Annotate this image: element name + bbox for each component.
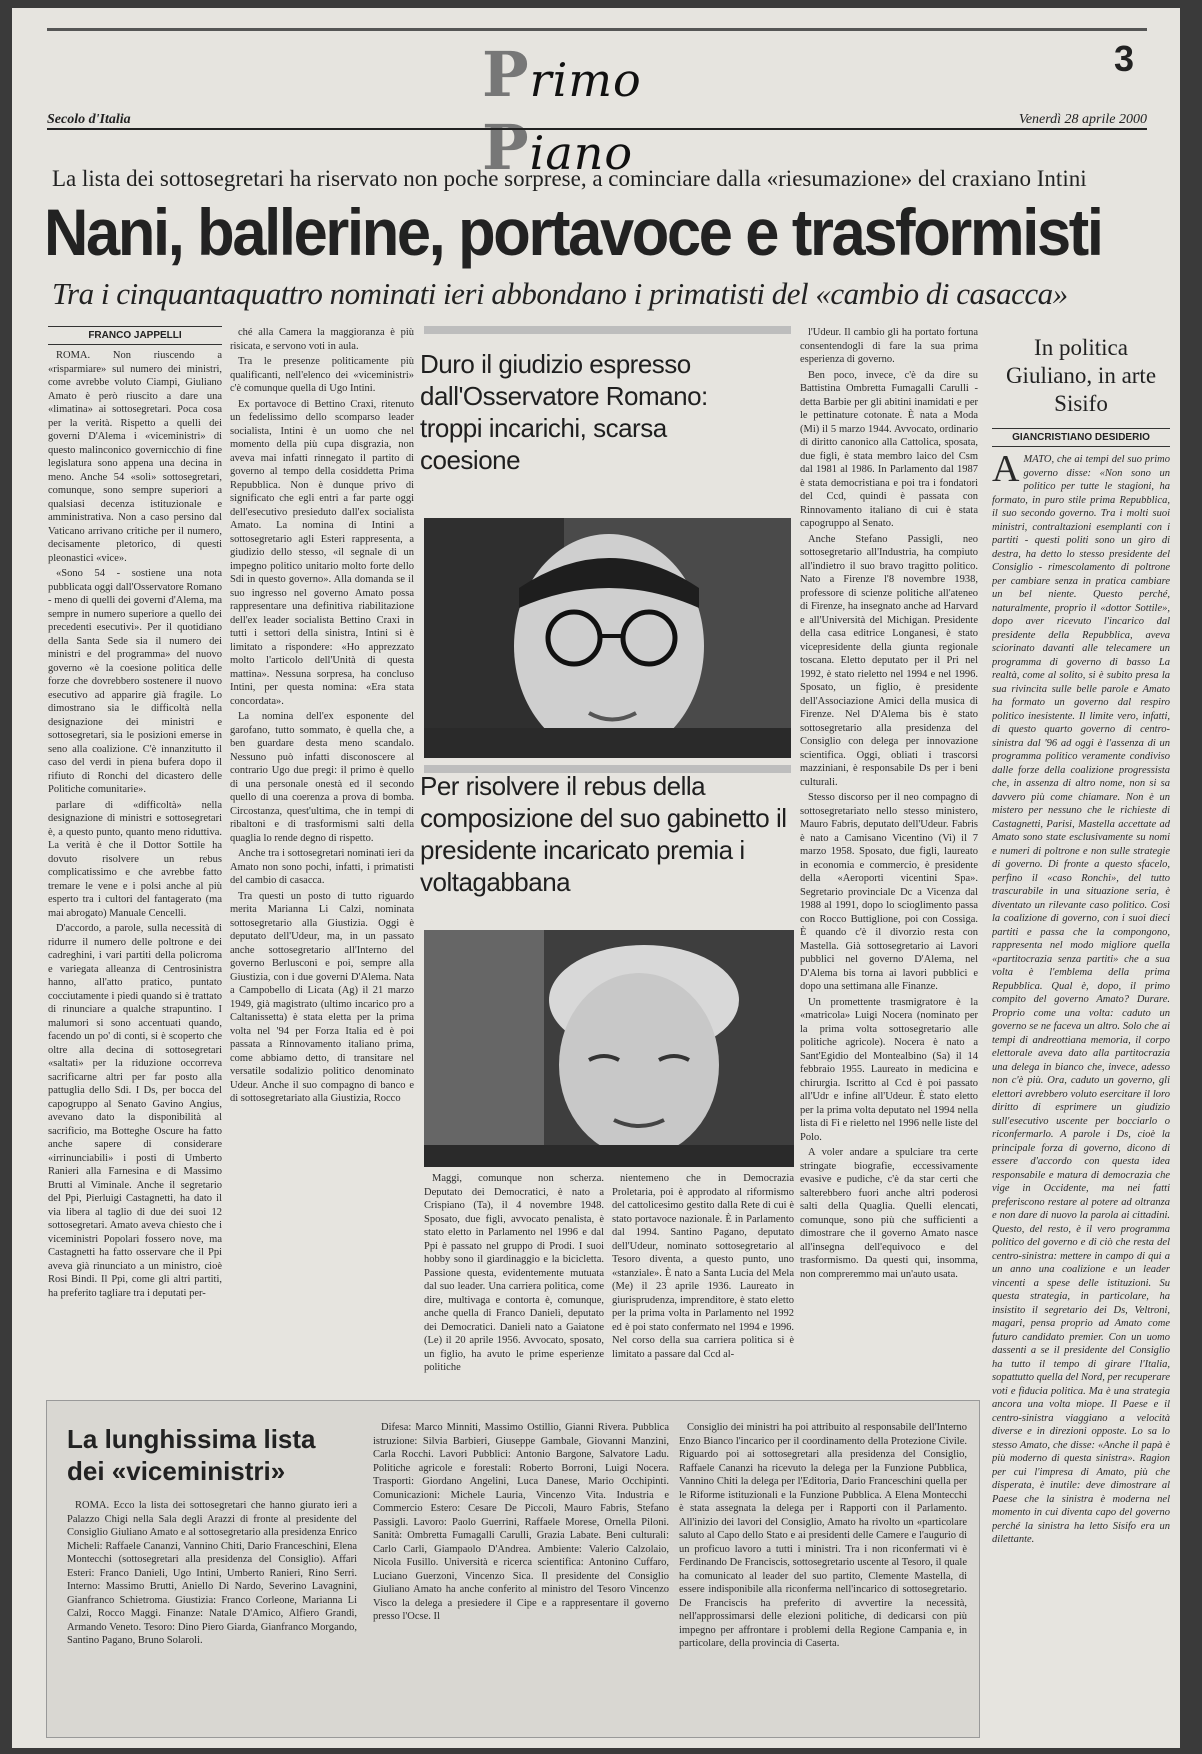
paragraph: Ex portavoce di Bettino Craxi, ritenuto un fedelissimo dello scomparso leader socialista, Intini è un uomo che nel momento della più cupa disgrazia, non aveva mai infatti rinnegato il partito di governo al tempo della cosiddetta Prima Repubblica. Non è dunque privo di significato che egli entri a far parte oggi dell'esecutivo presieduto dall'ex socialista Amato. La nomina di Intini a sottosegretario agli Esteri rappresenta, a giudizio dello stesso, «il segnale di un impegno politico unitario molto forte dello Sdi in questo governo». Alla domanda se il suo ingresso nel governo Amato possa rappresentare una definitiva riabilitazione dell'ex leader socialista Bettino Craxi in tutti i settori della sinistra, Intini si è limitato a rispondere: «Ho apprezzato molto l'articolo dell'Unità di questa mattina». Nessuna sorpresa, ha concluso Intini, per questa nomina: «Era stata concordata».	[230, 398, 414, 707]
paragraph: Anche tra i sottosegretari nominati ieri da Amato non sono pochi, infatti, i primatisti del cambio di casacca.	[230, 848, 414, 886]
headline: Nani, ballerine, portavoce e trasformisti	[44, 195, 1102, 269]
paragraph: l'Udeur. Il cambio gli ha portato fortuna consentendogli di fare la sua prima esperienza di governo.	[800, 327, 978, 365]
box-title: La lunghissima lista dei «viceministri»	[67, 1424, 316, 1486]
newspaper-name: Secolo d'Italia	[47, 112, 131, 127]
paragraph: parlare di «difficoltà» nella designazione di ministri e sottosegretari è, a questo punto, quanto meno riduttiva. La verità è che il Dottor Sottile ha dovuto risolvere un rebus complicatissimo e che avrebbe fatto tremare le vene e i polsi anche al più esperto tra i cultori del fantagerato (ma mai abrogato) Manuale Cencelli.	[48, 799, 222, 919]
box-column-1	[67, 1499, 357, 1731]
box-column-2	[373, 1421, 669, 1731]
page-number: 3	[1114, 38, 1135, 79]
dropcap: A	[992, 453, 1020, 490]
side-paragraph: MATO, che ai tempi del suo primo governo disse: «Non sono un politico per tutte le stagioni, ha formato, in puro stile prima Repubblica, il suo secondo governo. Tra i molti suoi ministri, contraltazioni esemplanti con i partiti - questi politi sono un giro di destra, ha detto lo stesso presidente del Consiglio - rimescolamento di poltrone per cambiare senza in pratica cambiare un bel niente. Questo perché, naturalmente, proprio il «dottor Sottile», dopo aver ricevuto l'incarico dal presidente della Repubblica, aveva sciorinato davanti alle telecamere un programma di governo di basso La realtà, come al solito, si è subito presa la sua rivincita sulle belle parole e Amato ha formato un governo dal respiro politico inesistente. Il limite vero, infatti, di questo quarto governo di centro-sinistra dal '96 ad oggi è l'assenza di un programma politico veramente condiviso dalle forze della coalizione progressista che, in assenza di altro nome, non si sa davvero più come chiamare. Non è un mistero per nessuno che le richieste di Castagnetti, Parisi, Mastella accettate ad Amato sono state esclusivamente su nomi e numeri di poltrone e non sulle strategie di governo. Di fronte a questo sfacelo, perfino il «caso Ronchi», del tutto trascurabile in una situazione seria, è diventato un rilevante caso politico. Così la coalizione di governo, con i suoi dieci partiti e passa che la compongono, rappresenta nel modo migliore quella «partitocrazia senza partiti» che a sua volta è l'emblema della prima Repubblica. Qual è, dopo, il primo compito del governo Amato? Durare. Proprio come una volta: caduto un governo se ne faceva un altro. Solo che ai tempi di andreottiana memoria, il corpo elettorale aveva dato alla partitocrazia una delega in bianco che, invece, adesso non c'è più. Ora, caduto un governo, gli elettori avrebbero voluto esercitare il loro diritto di esprimere un giudizio sull'esecutivo uscente per bocciarlo o riconfermarlo. A parole i Ds, cioè la principale forza di governo, dicono di essere d'accordo con questa idea responsabile e matura di democrazia che vige in Occidente, ma nei fatti preferiscono restare al potere ad oltranza e non dare di nuovo la parola ai cittadini. Questo, del resto, è il vero programma politico del governo e di ciò che resta del centro-sinistra: mettere in campo di qui a un anno una coalizione e un leader vincenti a spese delle istituzioni. Su questa strategia, in particolare, ha insistito il segretario dei Ds, Veltroni, magari, pensa proprio ad Amato come futuro candidato premier. Con un uomo dassenti a se il presidente del Consiglio ha tutto il tempo di girare l'Italia, sopattutto quella del Nord, per recuperare voti e fiducia politica. Ma è una strategia ancora una volta miope. Il Paese e il centro-sinistra viaggiano a velocità diverse e in direzioni opposte. Lo sa lo stesso Amato, che disse: «Anche il papà è più moderno di questa sinistra». Ragion per cui l'impresa di Amato, più che disperata, è inutile: deve dimostrare al Paese che la sinistra è moderna nel momento in cui diventa capo del governo perché la sinistra ha letto Sisifo era un dilettante.	[992, 454, 1170, 1545]
paragraph: ché alla Camera la maggioranza è più risicata, e servono voti in aula.	[230, 327, 414, 352]
article-column-4	[800, 326, 978, 1384]
paragraph: ROMA. Ecco la lista dei sottosegretari che hanno giurato ieri a Palazzo Chigi nella Sala degli Arazzi di fronte al presidente del Consiglio Giuliano Amato e al sottosegretario alla presidenza Enrico Micheli: Raffaele Cananzi, Vannino Chiti, Dario Franceschini, Elena Montecchi (sottosegretari alla presidenza del Consiglio). Affari Esteri: Franco Danieli, Ugo Intini, Umberto Ranieri, Rino Serri. Interno: Massimo Brutti, Aniello Di Nardo, Severino Lavagnini, Gianfranco Schietroma. Giustizia: Franco Corleone, Marianna Li Calzi, Rocco Maggi. Finanze: Natale D'Amico, Alfiero Grandi, Armando Veneto. Tesoro: Dino Piero Giarda, Gianfranco Morgando, Santino Pagano, Bruno Solaroli.	[67, 1500, 357, 1646]
section-title: Primo Piano	[482, 38, 642, 184]
article-column-2	[230, 326, 414, 1388]
article-column-3b	[612, 1172, 794, 1382]
kicker: La lista dei sottosegretari ha riservato non poche sorprese, a cominciare dalla «riesumazione» del craxiano Intini	[52, 166, 1087, 191]
photo-portrait-man	[424, 518, 791, 758]
photo-portrait-woman	[424, 930, 794, 1167]
paragraph: Anche Stefano Passigli, neo sottosegretario all'Industria, ha compiuto all'indietro il suo bravo tragitto politico. Nato a Firenze l'8 novembre 1938, professore di scienze politiche all'ateneo di Firenze, ha insegnato anche ad Harvard e all'Università del Michigan. Presidente della casa editrice Longanesi, è stato vicepresidente della giunta regionale toscana. Eletto deputato per il Pri nel 1992, è stato rieletto nel 1994 e nel 1996. Sposato, un figlio, è presidente dell'Associazione Amici della musica di Firenze. Nel D'Alema bis è stato sottosegretario alla presidenza del Consiglio con delega per innovazione scientifica. Oggi, obliati i trascorsi mazziniani, è responsabile Ds per i beni culturali.	[800, 533, 978, 788]
byline: FRANCO JAPPELLI	[48, 326, 222, 345]
side-column	[992, 328, 1170, 1748]
side-title: In politica Giuliano, in arte Sisifo	[1005, 335, 1157, 416]
paragraph: D'accordo, a parole, sulla necessità di ridurre il numero delle poltrone e dei cadreghini, i vari partiti della policroma e variegata alleanza di Centrosinistra hanno, all'atto pratico, puntato cocciutamente i piedi quando si è trattato di rinunciare a qualche strapuntino. I malumori si sono accentuati quando, facendo un po' di conti, si è scoperto che oltre alla decina di sottosegretari «saltati» per la riduzione occorreva sacrificarne altri per far posto alla pattuglia dello Sdi. I Ds, per bocca del capogruppo al Senato Gavino Angius, avevano dato la disponibilità al sacrificio, ma Botteghe Oscure ha fatto anche sapere di considerare «irrinunciabili» i posti di Umberto Ranieri alla Farnesina e di Massimo Brutti al Viminale. Anche il segretario del Ppi, Pierluigi Castagnetti, ha dato il via libera al taglio di due dei suoi 12 sottosegretari. Amato aveva chiesto che i viceministri Popolari fossero nove, ma Castagnetti ha fatto osservare che il Ppi aveva già rinunciato a un ministro, cioè Rosi Bindi. Il Ppi, come gli altri partiti, ha preferito tagliare tra i deputati per-	[48, 923, 222, 1299]
side-byline: GIANCRISTIANO DESIDERIO	[992, 428, 1170, 447]
paragraph: Tra questi un posto di tutto riguardo merita Marianna Li Calzi, nominata sottosegretario alla Giustizia. Oggi è deputato dell'Udeur, ma, in un passato anche sottosegretario all'Interno del governo Berlusconi e poi, sempre alla Giustizia, con i due governi D'Alema. Nata a Campobello di Licata (Ag) il 21 marzo 1949, già magistrato (ultimo incarico pro a Caltanissetta) è stata eletta per la prima volta nel '94 per Forza Italia ed è poi passata a Rinnovamento italiano prima, come abbiamo detto, di transitare nel versatile sodalizio politico denominato Udeur. Anche il suo compagno di banco e di sottosegretariato alla Giustizia, Rocco	[230, 890, 414, 1104]
paragraph: Tra le presenze politicamente più qualificanti, nell'elenco dei «viceministri» c'è comunque quella di Ugo Intini.	[230, 356, 414, 394]
pull-quote-1: Duro il giudizio espresso dall'Osservatore Romano: troppi incarichi, scarsa coesione	[420, 349, 708, 475]
viceministri-box	[46, 1400, 980, 1738]
paragraph: ROMA. Non riuscendo a «risparmiare» sul numero dei ministri, come avrebbe voluto Ciampi, Giuliano Amato è però riuscito a dare una «limatina» ai sottosegretari. Poca cosa per la verità. Rispetto a quelli dei governi D'Alema i «viceministri» di questo malinconico governicchio di fine legislatura sono appena una decina in meno. Anche 54 «soli» sottosegretari, comunque, sono sempre superiori a qualsiasi decenza istituzionale e amministrativa. Non a caso persino dal Vaticano arrivano critiche per il numero, decisamente pletorico, di questi pleonastici «vice».	[48, 350, 222, 564]
newspaper-page	[12, 8, 1180, 1748]
paragraph: La nomina dell'ex esponente del garofano, tutto sommato, è quella che, a ben guardare desta meno scandalo. Nessuno può infatti disconoscere al contrario Ugo due pregi: il primo è quello di una personale onestà ed il secondo quello di una coerenza a prova di bomba. Circostanza, quest'ultima, che in tempi di ribaltoni e di trasformismi salti della quaglia lo rende degno di rispetto.	[230, 711, 414, 844]
paragraph: Un promettente trasmigratore è la «matricola» Luigi Nocera (nominato per la prima volta sottosegretario alle politiche agricole). Nocera è nato a Sant'Egidio del Montealbino (Sa) il 14 febbraio 1955. Laureato in medicina e chirurgia. Iscritto al Ccd è poi passato all'Udr e infine all'Udeur. È stato eletto per la prima volta deputato nel 1994 nella lista di Fi e rieletto nel 1996 nelle liste del Polo.	[800, 996, 978, 1143]
issue-date: Venerdì 28 aprile 2000	[1018, 112, 1147, 127]
paragraph: «Sono 54 - sostiene una nota pubblicata oggi dall'Osservatore Romano - meno di quelli dei governi d'Alema, ma sempre in numero superiore a quello dei precedenti esecutivi». Per il quotidiano della Santa Sede sia il numero dei ministri e del programma» del nuovo governo «è la coesione politica delle forze che dovrebbero sostenere il nuovo esecutivo ad apparire già fragile. Lo dimostrano sia le difficoltà nella designazione dei ministri e sottosegretari, sia le posizioni emerse in seno alla coalizione. C'è innanzitutto il caso del verdi in piena bufera dopo il rifiuto di Ronchi del dicastero delle Politiche comunitarie».	[48, 568, 222, 795]
top-rule	[47, 28, 1147, 31]
side-text	[992, 453, 1170, 1748]
subhead: Tra i cinquantaquattro nominati ieri abbondano i primatisti del «cambio di casacca»	[52, 276, 1068, 311]
article-column-3a	[424, 1172, 604, 1382]
paragraph: nientemeno che in Democrazia Proletaria, poi è approdato al riformismo del cattolicesimo gestito dalla Rete di cui è stato portavoce nazionale. È in Parlamento dal 1994. Santino Pagano, deputato dell'Udeur, nominato sottosegretario al Tesoro diventa, a questo punto, uno «stanziale». È nato a Santa Lucia del Mela (Me) il 23 aprile 1936. Laureato in giurisprudenza, imprenditore, è stato eletto per la prima volta in Parlamento nel 1992 ed è poi stato confermato nel 1994 e 1996. Nel corso della sua carriera politica si è limitato a passare dal Ccd al-	[612, 1173, 794, 1360]
paper-bar	[47, 112, 1147, 130]
article-column-1	[48, 326, 222, 1389]
pull-quote-rule	[424, 326, 791, 334]
paragraph: Consiglio dei ministri ha poi attribuito al responsabile dell'Interno Enzo Bianco l'incarico per il coordinamento della Protezione Civile. Riguardo poi ai sottosegretari alla presidenza del Consiglio, Raffaele Cananzi ha ricevuto la delega per la Funzione Pubblica, Vannino Chiti la delega per l'Editoria, Dario Franceschini quella per le Riforme istituzionali e la Funzione Pubblica. A Elena Montecchi è stata assegnata la delega per i Rapporti con il Parlamento. All'inizio dei lavori del Consiglio, Amato ha rivolto un «particolare saluto al Capo dello Stato e ai presidenti delle Camere e l'augurio di un proficuo lavoro a tutti i ministri. Tra i non riconfermati vi è Ferdinando De Franciscis, sottosegretario uscente al Tesoro, il quale ha comunicato al leader del suo partito, Clemente Mastella, di essere indisponibile alla riconferma nell'incarico di sottosegretario. De Franciscis ha preferito di avvertire la necessità, nell'approssimarsi delle elezioni politiche, di dedicarsi con più impegno per affrontare i problemi della Regione Campania e, in particolare, della provincia di Caserta.	[679, 1422, 967, 1649]
pull-quote-2: Per risolvere il rebus della composizione del suo gabinetto il presidente incaricato premia i voltagabbana	[420, 771, 787, 897]
box-column-3	[679, 1421, 967, 1731]
column-text	[48, 349, 222, 1389]
paragraph: A voler andare a spulciare tra certe stringate biografie, eccessivamente evasive e pudiche, c'è da star certi che salterebbero fuori anche altri poderosi salti della Quaglia. Quelli elencati, comunque, sono più che sufficienti a dimostrare che il governo Amato nasce all'insegna dell'equivoco e del trasformismo. Da questi qui, insomma, non compreremmo mai un'auto usata.	[800, 1147, 978, 1280]
paragraph: Difesa: Marco Minniti, Massimo Ostillio, Gianni Rivera. Pubblica istruzione: Silvia Barbieri, Giuseppe Gambale, Giovanni Manzini, Carla Rocchi. Lavori Pubblici: Antonio Bargone, Salvatore Ladu. Politiche agricole e forestali: Roberto Borroni, Luigi Nocera. Trasporti: Giordano Angelini, Luca Danese, Mario Occhipinti. Comunicazioni: Michele Lauria, Vincenzo Vita. Industria e Commercio Estero: Cesare De Piccoli, Mauro Fabris, Stefano Passigli. Lavoro: Paolo Guerrini, Raffaele Morese, Ornella Piloni. Sanità: Ombretta Fumagalli Carulli, Grazia Labate. Beni culturali: Carlo Carli, Giampaolo D'Andrea. Ambiente: Valerio Calzolaio, Nicola Fusillo. Università e ricerca scientifica: Antonino Cuffaro, Luciano Guerzoni, Vincenzo Sica. Il presidente del Consiglio Giuliano Amato ha anche conferito al ministro del Tesoro Vincenzo Visco la delega a presiedere il Cipe e a rappresentare il governo presso l'Ocse. Il	[373, 1422, 669, 1622]
paragraph: Ben poco, invece, c'è da dire su Battistina Ombretta Fumagalli Carulli - detta Barbie per gli abitini inamidati e per le pettinature cotonate. È nata a Moda (Mi) il 5 marzo 1944. Avvocato, ordinario di diritto canonico alla Cattolica, sposata, due figli, è stata membro laico del Csm dal 1981 al 1986. In Parlamento dal 1987 è stata democristiana e poi tra i fondatori del Ccd, quindi è passata con Rinnovamento italiano di cui è stata capogruppo al Senato.	[800, 369, 978, 529]
paragraph: Maggi, comunque non scherza. Deputato dei Democratici, è nato a Crispiano (Ta), il 4 novembre 1948. Sposato, due figli, avvocato penalista, è stato eletto in Parlamento nel 1996 e dal Ppi è passato nel gruppo di Prodi. I suoi hobby sono il giardinaggio e la bicicletta. Passione questa, evidentemente mutuata dal suo leader. Una carriera politica, come dire, multivaga e contorta è, comunque, anche quella di Franco Danieli, deputato dei Democratici. Danieli nato a Gaiatone (Le) il 20 aprile 1956. Avvocato, sposato, un figlio, ha avuto le prime esperienze politiche	[424, 1173, 604, 1373]
paragraph: Stesso discorso per il neo compagno di sottosegretariato nello stesso ministero, Mauro Fabris, deputato dell'Udeur. Fabris è nato a Camisano Vicentino (Vi) il 7 marzo 1958. Sposato, due figli, laureato in economia e commercio, è presidente della «Aeroporti vicentini Spa». Segretario provinciale Dc a Vicenza dal 1988 al 1991, dopo lo scioglimento passa con Rocco Buttiglione, poi con Cossiga. È quando c'è il divorzio resta con Mastella. Già sottosegretario ai Lavori pubblici nel governo D'Alema, nel D'Alema bis torna ai lavori pubblici e dopo una settimana alle Finanze.	[800, 792, 978, 992]
